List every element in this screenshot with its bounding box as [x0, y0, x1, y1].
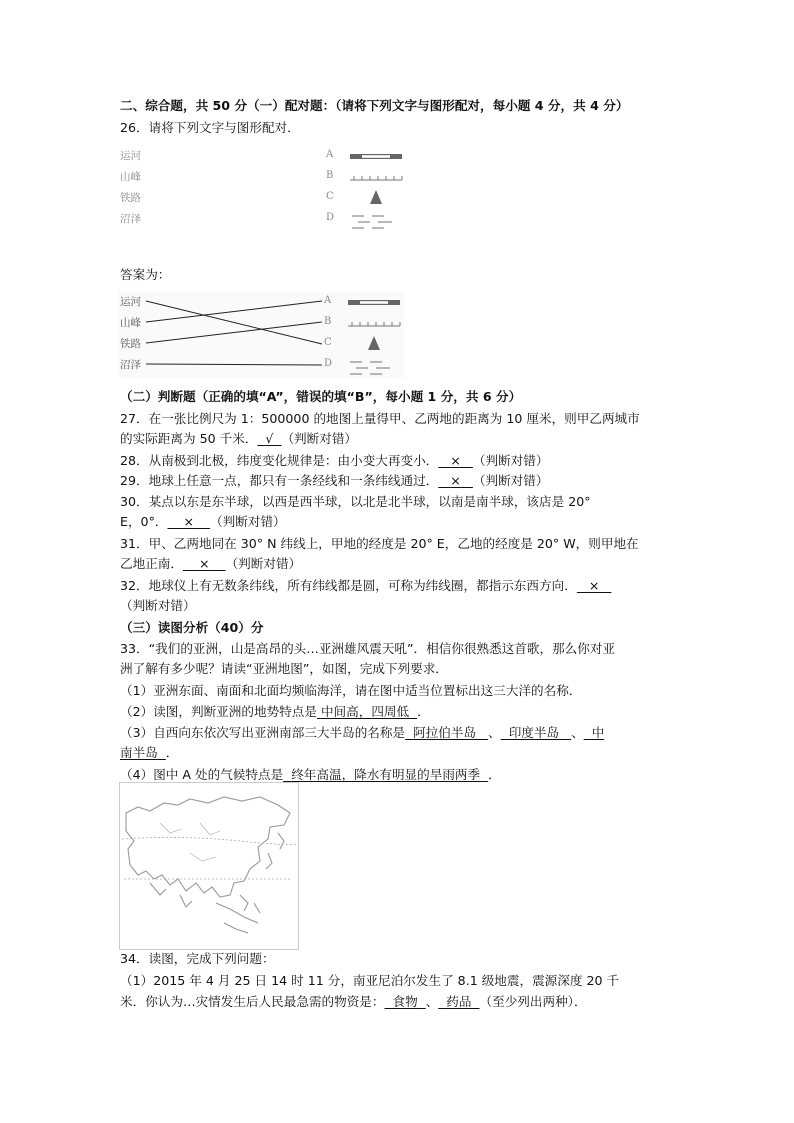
q33-3-answer3-part2: 南半岛: [120, 745, 158, 760]
question-26: 26．请将下列文字与图形配对．: [120, 120, 300, 135]
q33-4-answer: 终年高温，降水有明显的旱雨两季: [291, 767, 481, 782]
answer-label-canal: 运河: [120, 296, 141, 308]
q31-answer: ×: [198, 556, 210, 571]
question-33-3-line2: 南半岛 ．: [120, 745, 179, 760]
q32-answer: ×: [588, 578, 600, 593]
question-28: [120, 452, 548, 470]
question-33-3-line1: （3）自西向东依次写出亚洲南部三大半岛的名称是 阿拉伯半岛 、 印度半岛 、 中: [120, 725, 605, 740]
q28-suffix: （判断对错）: [472, 453, 549, 468]
q33-3-answer1: 阿拉伯半岛: [413, 725, 477, 740]
q34-1-suffix: （至少列出两种）．: [479, 994, 587, 1009]
matching-answer-figure: [118, 292, 404, 378]
answer-letter-a: A: [324, 295, 332, 306]
q27-suffix: （判断对错）: [281, 431, 358, 446]
question-31-line1: 31．甲、乙两地同在 30° N 纬线上，甲地的经度是 20° E，乙地的经度是 20° W，则甲地在: [120, 536, 639, 551]
asia-map-outline-icon: [120, 783, 298, 949]
line-canal-c: [146, 301, 322, 344]
q29-answer: ×: [450, 473, 461, 488]
q33-3-text: （3）自西向东依次写出亚洲南部三大半岛的名称是: [120, 725, 406, 740]
answer-label-railway: 铁路: [120, 338, 141, 350]
q29-suffix: （判断对错）: [472, 473, 549, 488]
answer-label-swamp: 沼泽: [120, 359, 141, 371]
letter-a: A: [326, 149, 334, 160]
line-swamp-d: [146, 364, 322, 365]
q27-answer: √: [265, 431, 274, 446]
letter-c: C: [326, 191, 334, 202]
q34-1-answer2: 药品: [446, 994, 472, 1009]
railway-symbol-icon: [350, 176, 402, 180]
answer-label-peak: 山峰: [120, 317, 141, 329]
question-30-line2: [120, 513, 286, 531]
question-34-1-line2: 米．你认为…灾情发生后人民最急需的物资是： 食物 、 药品 （至少列出两种）．: [120, 994, 587, 1009]
question-33-2: （2）读图，判断亚洲的地势特点是 中间高，四周低 ．: [120, 704, 430, 719]
q33-4-text: （4）图中 A 处的气候特点是: [120, 767, 284, 782]
question-33-4: （4）图中 A 处的气候特点是 终年高温，降水有明显的旱雨两季 ．: [120, 767, 501, 782]
peak-symbol-icon: [370, 190, 382, 204]
question-29: [120, 472, 548, 490]
letter-b: B: [326, 170, 334, 181]
asia-map: [119, 782, 299, 950]
answer-letter-b: B: [324, 316, 332, 327]
question-27-line1: 27．在一张比例尺为 1：500000 的地图上量得甲、乙两地的距离为 10 厘米，则甲乙两城市: [120, 411, 640, 426]
canal-symbol-icon: [350, 154, 402, 159]
line-peak-a: [146, 301, 322, 322]
question-34-1-line1: （1）2015 年 4 月 25 日 14 时 11 分，南亚尼泊尔发生了 8.1 级地震，震源深度 20 千: [120, 973, 620, 988]
q33-2-answer: 中间高，四周低: [320, 704, 410, 719]
q31-suffix: （判断对错）: [225, 556, 302, 571]
answer-label: 答案为：: [120, 267, 171, 282]
label-railway: 铁路: [120, 192, 141, 204]
q29-text: 29．地球上任意一点，都只有一条经线和一条纬线通过．: [120, 473, 439, 488]
label-swamp: 沼泽: [120, 213, 141, 225]
label-peak: 山峰: [120, 171, 141, 183]
question-32-line1: [120, 577, 611, 595]
answer-letter-c: C: [324, 337, 332, 348]
question-27-line2: [120, 430, 357, 448]
section-heading: 二、综合题，共 50 分（一）配对题：（请将下列文字与图形配对，每小题 4 分，共 4 分）: [120, 98, 629, 113]
answer-letter-d: D: [324, 358, 333, 369]
letter-d: D: [326, 212, 335, 223]
question-33-1: （1）亚洲东面、南面和北面均频临海洋，请在图中适当位置标出这三大洋的名称．: [120, 683, 582, 698]
question-30-line1: 30．某点以东是东半球，以西是西半球，以北是北半球，以南是南半球，该店是 20°: [120, 494, 591, 509]
q31-text: 乙地正南．: [120, 556, 183, 571]
q33-3-answer2: 印度半岛: [508, 725, 560, 740]
q33-3-answer3-part1: 中: [591, 725, 605, 740]
matching-figure: [120, 146, 420, 236]
q30-answer: ×: [183, 514, 195, 529]
question-32-line2: （判断对错）: [120, 598, 196, 613]
swamp-symbol-icon: [352, 216, 392, 228]
question-31-line2: [120, 555, 301, 573]
q28-answer: ×: [450, 453, 461, 468]
read-heading: （三）读图分析（40）分: [120, 620, 264, 635]
q34-1-text: 米．你认为…灾情发生后人民最急需的物资是：: [120, 994, 385, 1009]
q33-2-text: （2）读图，判断亚洲的地势特点是: [120, 704, 317, 719]
q28-text: 28．从南极到北极，纬度变化规律是：由小变大再变小．: [120, 453, 439, 468]
question-33-line1: 33．“我们的亚洲，山是高昂的头…亚洲雄风震天吼”．相信你很熟悉这首歌，那么你对亚: [120, 641, 616, 656]
matching-lines: [118, 292, 404, 378]
question-34: 34．读图，完成下列问题：: [120, 951, 275, 966]
q34-1-answer1: 食物: [392, 994, 418, 1009]
line-railway-b: [146, 322, 322, 343]
q27-text: 的实际距离为 50 千米．: [120, 431, 258, 446]
q30-suffix: （判断对错）: [210, 514, 286, 529]
q32-text: 32．地球仪上有无数条纬线，所有纬线都是圆，可称为纬线圈，都指示东西方向．: [120, 578, 577, 593]
judge-heading: （二）判断题（正确的填“A”，错误的填“B”，每小题 1 分，共 6 分）: [120, 389, 522, 404]
question-33-line2: 洲了解有多少呢？请读“亚洲地图”，如图，完成下列要求．: [120, 661, 448, 676]
q30-text: E，0°．: [120, 514, 168, 529]
label-canal: 运河: [120, 150, 141, 162]
map-symbols: [348, 146, 408, 236]
